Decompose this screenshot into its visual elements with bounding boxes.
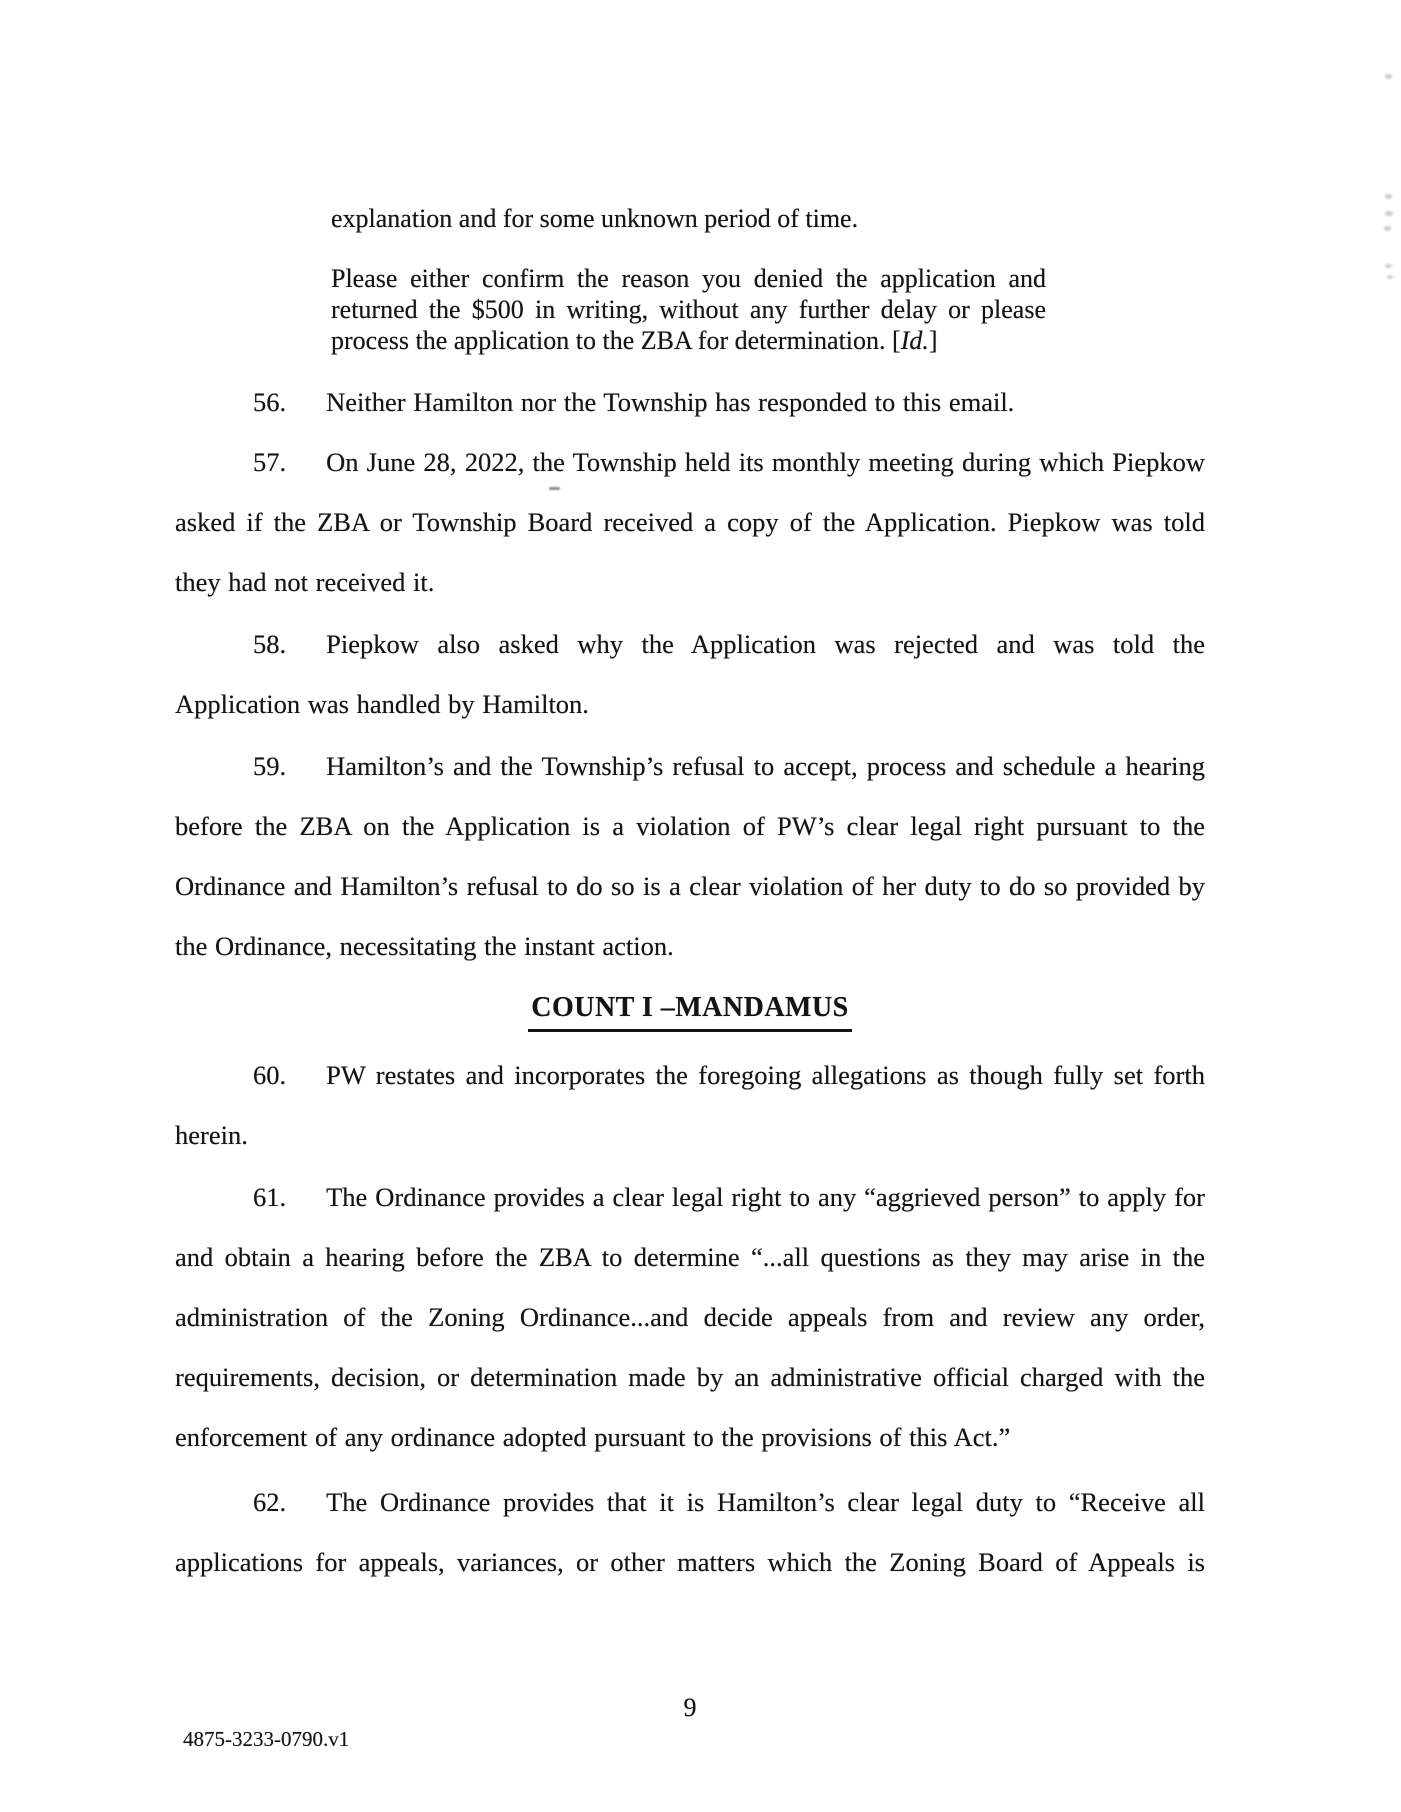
citation-id: Id. bbox=[900, 326, 929, 355]
paragraph-56 bbox=[175, 372, 1205, 432]
page-number: 9 bbox=[683, 1693, 697, 1722]
scan-artifact bbox=[1387, 275, 1393, 279]
scan-artifact bbox=[1385, 211, 1393, 216]
paragraph-number: 56. bbox=[253, 387, 287, 417]
document-body bbox=[175, 203, 1205, 1592]
paragraph-58 bbox=[175, 614, 1205, 734]
paragraph-59 bbox=[175, 736, 1205, 976]
paragraph-number: 59. bbox=[253, 751, 287, 781]
paragraph-number: 57. bbox=[253, 447, 287, 477]
paragraph-number: 61. bbox=[253, 1182, 287, 1212]
block-quote-continuation bbox=[331, 203, 1046, 234]
paragraph-text: Neither Hamilton nor the Township has responded to this email. bbox=[326, 387, 1015, 417]
paragraph-number: 62. bbox=[253, 1487, 287, 1517]
scan-smudge bbox=[549, 487, 560, 490]
scan-artifact bbox=[1384, 226, 1391, 231]
paragraph-text: Hamilton’s and the Township’s refusal to accept, process and schedule a hearing before the ZBA on the Application is a violation of PW’s clear legal right pursuant to the Ordinance and Hamilton’s refusal to do so is a clear violation of her duty to do so provided by the Ordinance, necessitating the instant action. bbox=[175, 751, 1205, 961]
quote-text-end: ] bbox=[928, 326, 938, 355]
count-heading bbox=[175, 988, 1205, 1032]
paragraph-number: 60. bbox=[253, 1060, 287, 1090]
paragraph-number: 58. bbox=[253, 629, 287, 659]
count-heading-text: COUNT I –MANDAMUS bbox=[528, 988, 852, 1032]
scan-artifact bbox=[1385, 194, 1392, 199]
paragraph-57 bbox=[175, 432, 1205, 612]
paragraph-text: The Ordinance provides that it is Hamilton’s clear legal duty to “Receive all applications for appeals, variances, or other matters which the Zoning Board of Appeals is bbox=[175, 1487, 1205, 1577]
paragraph-60 bbox=[175, 1045, 1205, 1165]
quote-text: Please either confirm the reason you denied the application and returned the $500 in writing, without any further delay or please process the application to the ZBA for determination. [ bbox=[331, 264, 1046, 355]
paragraph-text: Piepkow also asked why the Application was rejected and was told the Application was handled by Hamilton. bbox=[175, 629, 1205, 719]
document-control-number: 4875-3233-0790.v1 bbox=[183, 1727, 350, 1751]
paragraph-text: The Ordinance provides a clear legal right to any “aggrieved person” to apply for and obtain a hearing before the ZBA to determine “...all questions as they may arise in the administration of the Zoning Ordinance...and decide appeals from and review any order, requirements, decision, or determination made by an administrative official charged with the enforcement of any ordinance adopted pursuant to the provisions of this Act.” bbox=[175, 1182, 1205, 1452]
scan-artifact bbox=[1385, 264, 1392, 268]
scan-artifact bbox=[1385, 74, 1392, 79]
paragraph-text: PW restates and incorporates the foregoing allegations as though fully set forth herein. bbox=[175, 1060, 1205, 1150]
paragraph-62 bbox=[175, 1472, 1205, 1592]
paragraph-text: On June 28, 2022, the Township held its monthly meeting during which Piepkow asked if the ZBA or Township Board received a copy of the Application. Piepkow was told they had not received it. bbox=[175, 447, 1205, 597]
block-quote bbox=[331, 263, 1046, 356]
paragraph-61 bbox=[175, 1167, 1205, 1467]
quote-line: explanation and for some unknown period of time. bbox=[331, 204, 859, 233]
